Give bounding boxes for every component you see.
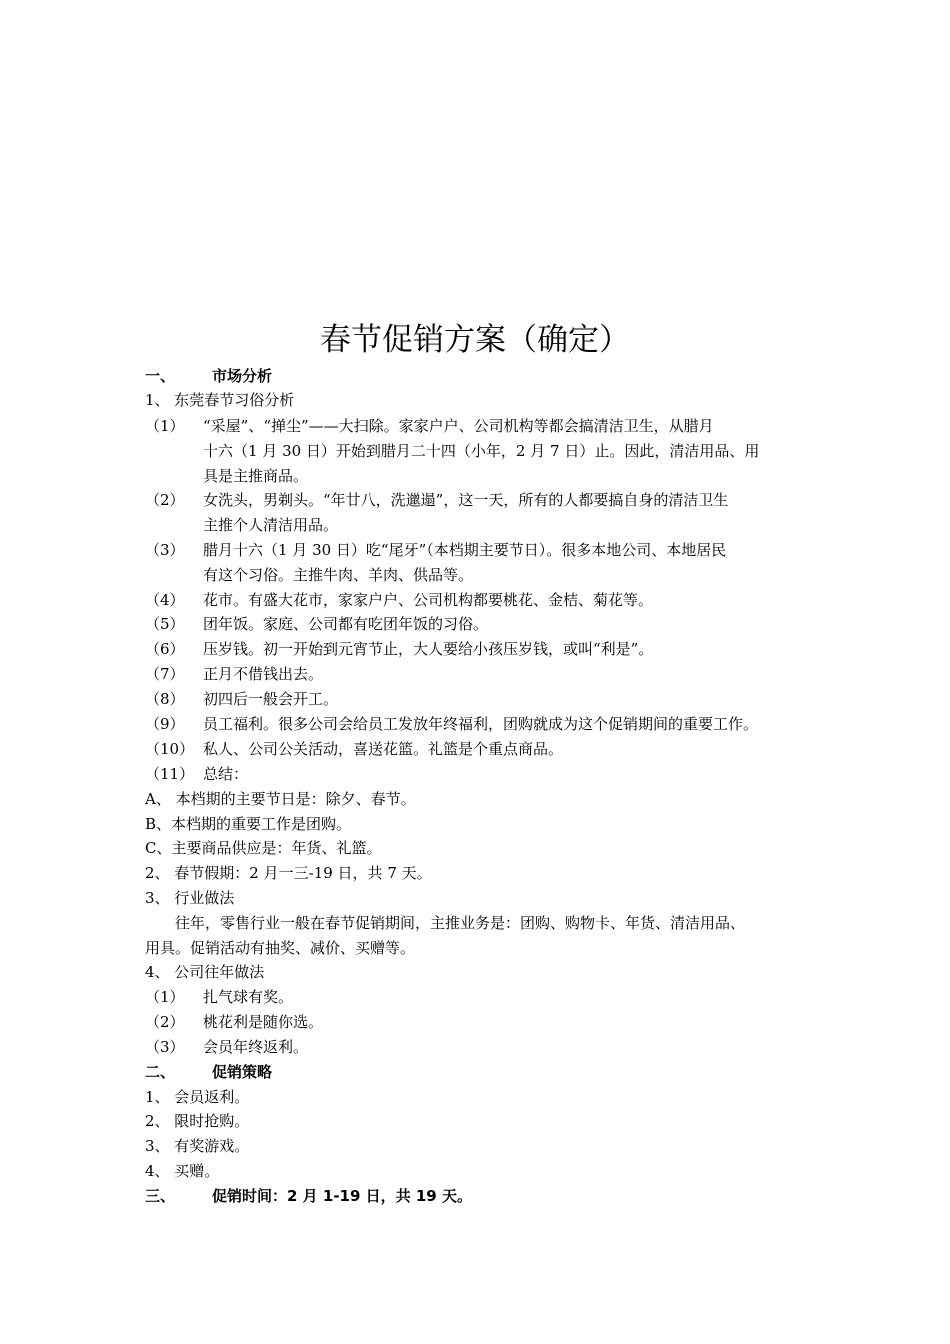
- custom-5-number: （5）: [145, 615, 185, 633]
- company-item-1-number: （1）: [145, 988, 185, 1006]
- strategy-4: 4、 买赠。: [145, 1162, 220, 1180]
- document-title: 春节促销方案（确定）: [320, 322, 630, 358]
- strategy-3: 3、 有奖游戏。: [145, 1137, 250, 1155]
- custom-1-line-3: 具是主推商品。: [203, 467, 309, 485]
- custom-8-line-1: 初四后一般会开工。: [203, 690, 339, 708]
- custom-3-number: （3）: [145, 541, 185, 559]
- custom-7-line-1: 正月不借钱出去。: [203, 665, 324, 683]
- custom-11-line-1: 总结：: [203, 765, 249, 783]
- industry-text-line-1: 往年，零售行业一般在春节促销期间，主推业务是：团购、购物卡、年货、清洁用品、: [175, 914, 746, 932]
- custom-6-line-1: 压岁钱。初一开始到元宵节止，大人要给小孩压岁钱，或叫“利是”。: [203, 640, 654, 658]
- custom-8-number: （8）: [145, 690, 185, 708]
- custom-2-number: （2）: [145, 491, 185, 509]
- company-item-3-number: （3）: [145, 1038, 185, 1056]
- custom-4-number: （4）: [145, 591, 185, 609]
- strategy-2: 2、 限时抢购。: [145, 1112, 250, 1130]
- section-1-label: 市场分析: [212, 367, 273, 385]
- section-3-number: 三、: [145, 1187, 176, 1205]
- custom-2-line-2: 主推个人清洁用品。: [203, 516, 339, 534]
- company-heading: 4、 公司往年做法: [145, 963, 265, 981]
- holiday-line: 2、 春节假期：2 月一三-19 日，共 7 天。: [145, 864, 432, 882]
- custom-6-number: （6）: [145, 640, 185, 658]
- custom-10-number: （10）: [145, 740, 195, 758]
- section-1-number: 一、: [145, 367, 176, 385]
- section-2-number: 二、: [145, 1063, 176, 1081]
- custom-9-line-1: 员工福利。很多公司会给员工发放年终福利，团购就成为这个促销期间的重要工作。: [203, 715, 759, 733]
- custom-10-line-1: 私人、公司公关活动，喜送花篮。礼篮是个重点商品。: [203, 740, 564, 758]
- company-item-3-text: 会员年终返利。: [203, 1038, 309, 1056]
- custom-5-line-1: 团年饭。家庭、公司都有吃团年饭的习俗。: [203, 615, 489, 633]
- section-2-label: 促销策略: [212, 1063, 273, 1081]
- custom-1-line-1: “采屋”、“掸尘”——大扫除。家家户户、公司机构等都会搞清洁卫生，从腊月: [203, 417, 714, 435]
- custom-3-line-1: 腊月十六（1 月 30 日）吃“尾牙”（本档期主要节日）。很多本地公司、本地居民: [203, 541, 727, 559]
- custom-7-number: （7）: [145, 665, 185, 683]
- customs-heading: 1、 东莞春节习俗分析: [145, 391, 295, 409]
- custom-4-line-1: 花市。有盛大花市，家家户户、公司机构都要桃花、金桔、菊花等。: [203, 591, 654, 609]
- custom-1-line-2: 十六（1 月 30 日）开始到腊月二十四（小年，2 月 7 日）止。因此，清洁用品、用: [203, 442, 760, 460]
- custom-1-number: （1）: [145, 417, 185, 435]
- custom-9-number: （9）: [145, 715, 185, 733]
- custom-11-number: （11）: [145, 765, 195, 783]
- custom-2-line-1: 女洗头，男剃头。“年廿八，洗邋遢”，这一天，所有的人都要搞自身的清洁卫生: [203, 491, 729, 509]
- company-item-2-text: 桃花利是随你选。: [203, 1013, 324, 1031]
- company-item-1-text: 扎气球有奖。: [203, 988, 294, 1006]
- company-item-2-number: （2）: [145, 1013, 185, 1031]
- custom-3-line-2: 有这个习俗。主推牛肉、羊肉、供品等。: [203, 566, 474, 584]
- summary-a: A、 本档期的主要节日是：除夕、春节。: [145, 790, 416, 808]
- summary-b: B、本档期的重要工作是团购。: [145, 815, 352, 833]
- summary-c: C、主要商品供应是：年货、礼篮。: [145, 839, 382, 857]
- industry-text-line-2: 用具。促销活动有抽奖、减价、买赠等。: [145, 939, 416, 957]
- strategy-1: 1、 会员返利。: [145, 1088, 250, 1106]
- section-3-label: 促销时间：2 月 1-19 日，共 19 天。: [212, 1187, 472, 1205]
- industry-heading: 3、 行业做法: [145, 889, 235, 907]
